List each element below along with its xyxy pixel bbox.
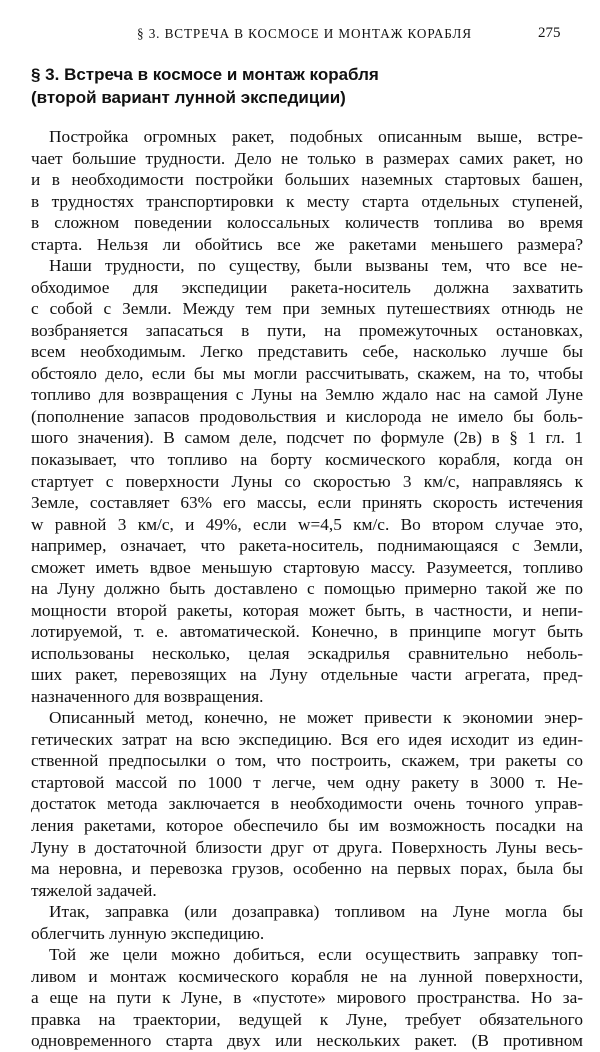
running-head: § 3. ВСТРЕЧА В КОСМОСЕ И МОНТАЖ КОРАБЛЯ	[137, 26, 472, 41]
text-line: шого значения). В самом деле, подсчет по формуле (2в) в § 1 гл. 1	[31, 428, 583, 448]
text-line: ления ракетами, которое обеспечило бы им возможность посадки на	[31, 816, 583, 835]
text-line: гетических затрат на всю экспедицию. Вся его идея исходит из един-	[31, 729, 583, 749]
text-line: сможет иметь вдвое меньшую стартовую массу. Разумеется, топливо	[31, 557, 583, 577]
text-line: Описанный метод, конечно, не может привести к экономии энер-	[49, 708, 583, 728]
text-line: обстояло дело, если бы мы могли рассчитывать, скажем, на то, чтобы	[31, 363, 583, 383]
text-line: стартовой массой по 1000 т легче, чем одну ракету в 3000 т. Не-	[31, 772, 583, 792]
text-line: ших ракет, перевозящих на Луну отдельные части агрегата, пред-	[31, 665, 583, 685]
text-line: на Луну должно быть доставлено с помощью примерно такой же по	[31, 579, 583, 599]
text-line: показывает, что топливо на борту космического корабля, когда он	[31, 449, 583, 469]
page-number: 275	[538, 25, 561, 41]
text-line: Луну в достаточной близости друг от друга. Поверхность Луны весь-	[31, 837, 583, 857]
text-line: в сложном поведении колоссальных количеств топлива во время	[31, 213, 583, 233]
body-text	[31, 126, 583, 1052]
text-line: тяжелой задачей.	[31, 880, 157, 900]
text-line: Наши трудности, по существу, были вызваны тем, что все не-	[49, 256, 583, 276]
text-line: облегчить лунную экспедицию.	[31, 923, 265, 943]
text-line: Итак, заправка (или дозаправка) топливом на Луне могла бы	[49, 902, 583, 922]
text-line: Земле, составляет 63% его массы, если принять скорость истечения	[31, 493, 583, 513]
section-subtitle: (второй вариант лунной экспедиции)	[31, 88, 346, 107]
text-line: стартует с поверхности Луны со скоростью 3 км/с, направляясь к	[31, 471, 583, 491]
text-line: одновременного старта двух или нескольких ракет. (В противном	[31, 1031, 583, 1051]
text-line: ливом и монтаж космического корабля не на лунной поверхности,	[31, 966, 583, 986]
text-line: возбраняется запасаться в пути, на промежуточных остановках,	[31, 320, 583, 340]
text-line: w равной 3 км/с, и 49%, если w=4,5 км/с. Во втором случае это,	[31, 514, 583, 534]
text-line: всем необходимым. Легко представить себе, насколько лучше бы	[31, 342, 583, 362]
text-line: правка на траектории, ведущей к Луне, требует обязательного	[31, 1009, 583, 1029]
text-line: ственной предпосылки о том, что построить, скажем, три ракеты со	[31, 751, 583, 771]
text-line: топливо для возвращения с Луны на Землю ждало нас на самой Луне	[31, 385, 583, 405]
text-line: Постройка огромных ракет, подобных описанным выше, встре-	[49, 127, 583, 146]
text-line: Той же цели можно добиться, если осуществить заправку топ-	[49, 945, 583, 965]
text-line: в трудностях транспортировки к месту старта отдельных ступеней,	[31, 191, 583, 211]
text-line: а еще на пути к Луне, в «пустоте» мирового пространства. Но за-	[31, 988, 583, 1008]
text-line: (пополнение запасов продовольствия и кислорода не имело бы боль-	[31, 406, 583, 426]
text-line: лотируемой, т. е. автоматической. Конечно, в принципе могут быть	[31, 622, 583, 642]
text-line: использованы несколько, целая эскадрилья сравнительно неболь-	[31, 643, 583, 663]
text-line: с собой с Земли. Между тем при земных путешествиях отнюдь не	[31, 299, 583, 319]
text-line: достаток метода заключается в необходимости очень точного управ-	[31, 794, 583, 814]
text-line: старта. Нельзя ли обойтись все же ракетами меньшего размера?	[31, 234, 583, 254]
text-line: чает большие трудности. Дело не только в размерах самих ракет, но	[31, 148, 583, 168]
section-title: § 3. Встреча в космосе и монтаж корабля	[31, 65, 379, 84]
text-line: и в необходимости постройки больших наземных стартовых башен,	[31, 170, 583, 190]
text-line: например, означает, что ракета-носитель, поднимающаяся с Земли,	[31, 536, 583, 556]
text-line: обходимое для экспедиции ракета-носитель должна захватить	[31, 277, 583, 297]
text-line: назначенного для возвращения.	[31, 686, 264, 706]
text-line: мощности второй ракеты, которая может быть, в частности, и непи-	[31, 600, 583, 620]
text-line: ма неровна, и перевозка грузов, особенно на первых порах, была бы	[31, 859, 583, 879]
